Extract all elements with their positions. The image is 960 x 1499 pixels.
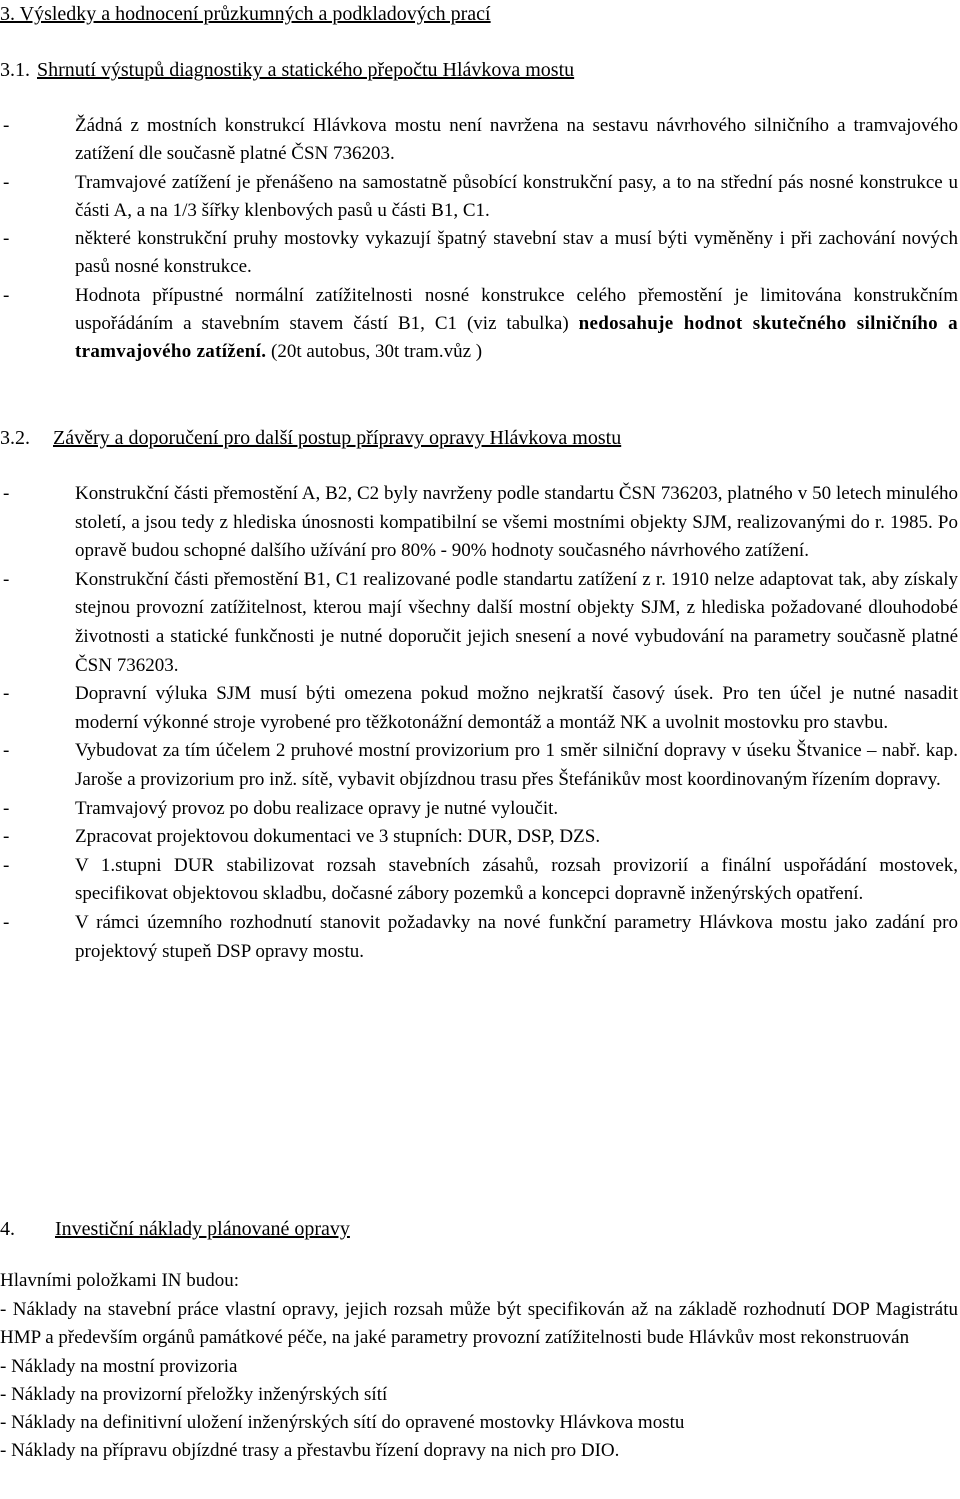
list-item: - Náklady na provizorní přeložky inženýrských sítí	[0, 1383, 388, 1405]
bullet-dash: -	[3, 740, 10, 762]
list-item-text: některé konstrukční pruhy mostovky vykazují špatný stavební stav a musí býti vyměněny i při zachování nových pasů nosné konstrukce.	[75, 228, 958, 278]
section-3-1-number: 3.1.	[0, 59, 30, 81]
list-item-text: Žádná z mostních konstrukcí Hlávkova mostu není navržena na sestavu návrhového silničního a tramvajového zatížení dle současně platné ČSN 736203.	[75, 115, 958, 165]
list-item-text: Vybudovat za tím účelem 2 pruhové mostní provizorium pro 1 směr silniční dopravy v úseku Štvanice – nabř. kap. Jaroše a provizorium pro inž. sítě, vybavit objízdnou trasu přes Štefánikův most koordinovaným řízením dopravy.	[75, 740, 958, 790]
list-item-text: V 1.stupni DUR stabilizovat rozsah stavebních zásahů, rozsah provizorií a finální uspořádání mostovek, specifikovat objektovou skladbu, dočasné zábory pozemků a koncepci dopravně inženýrských opatření.	[75, 854, 958, 905]
list-item	[0, 112, 958, 169]
bullet-dash: -	[3, 854, 10, 876]
list-item-text: Tramvajový provoz po dobu realizace opravy je nutné vyloučit.	[75, 797, 559, 819]
list-item	[0, 909, 958, 966]
section-4-heading	[0, 1215, 350, 1244]
bullet-dash: -	[3, 284, 10, 306]
bullet-dash: -	[3, 797, 10, 819]
section-3-2-title: Závěry a doporučení pro další postup přípravy opravy Hlávkova mostu	[53, 427, 622, 449]
list-item	[0, 680, 958, 737]
section-4-lead: Hlavními položkami IN budou:	[0, 1270, 240, 1291]
bullet-dash: -	[3, 911, 10, 933]
list-item-text: Tramvajové zatížení je přenášeno na samostatně působící konstrukční pasy, a to na střední pás nosné konstrukce u části A, a na 1/3 šířky klenbových pasů u části B1, C1.	[75, 171, 958, 221]
bullet-dash: -	[3, 683, 10, 705]
bullet-dash: -	[3, 171, 10, 193]
section-3-1-heading	[0, 56, 574, 85]
section-4-title: Investiční náklady plánované opravy	[55, 1218, 350, 1240]
section-3-2-number: 3.2.	[0, 427, 30, 449]
bullet-dash: -	[3, 483, 10, 504]
list-item	[0, 480, 958, 566]
cost-items-list	[0, 1296, 958, 1466]
list-item-text: V rámci územního rozhodnutí stanovit požadavky na nové funkční parametry Hlávkova mostu jako zadání pro projektový stupeň DSP opravy mostu.	[75, 911, 958, 962]
list-item-bold-text: nedosahuje hodnot skutečného silničního a tramvajového zatížení.	[75, 313, 958, 363]
list-item: - Náklady na stavební práce vlastní opravy, jejich rozsah může být specifikován až na základě rozhodnutí DOP Magistrátu HMP a především orgánů památkové péče, na jaké parametry provozní zatížitelnosti bude Hlávkův most rekonstruován	[0, 1299, 958, 1349]
section-3-heading	[0, 0, 491, 29]
list-item-text: Hodnota přípustné normální zatížitelnosti nosné konstrukce celého přemostění je limitována konstrukčním uspořádáním a stavebním stavem částí B1, C1 (viz tabulka)	[75, 284, 958, 335]
section-4-number: 4.	[0, 1218, 15, 1240]
list-item	[0, 169, 958, 226]
section-3-title: 3. Výsledky a hodnocení průzkumných a podkladových prací	[0, 3, 491, 25]
list-item	[0, 566, 958, 680]
bullet-dash: -	[3, 228, 10, 250]
list-item	[0, 225, 958, 282]
section-3-2-heading	[0, 424, 621, 453]
list-item	[0, 737, 958, 794]
list-item-text: Konstrukční části přemostění B1, C1 realizované podle standartu zatížení z r. 1910 nelze adaptovat tak, aby získaly stejnou provozní zatížitelnost, kterou mají všechny další mostní objekty SJM, z hlediska požadované dlouhodobé životnosti a statické funkčnosti je nutné doporučit jejich snesení a nové vybudování na parametry současně platné ČSN 736203.	[75, 568, 958, 676]
list-item	[0, 795, 958, 824]
recommendations-list	[0, 480, 958, 966]
summary-list	[0, 112, 958, 367]
section-3-1-title: Shrnutí výstupů diagnostiky a statického přepočtu Hlávkova mostu	[37, 59, 575, 81]
list-item-text: Zpracovat projektovou dokumentaci ve 3 stupních: DUR, DSP, DZS.	[75, 826, 601, 848]
bullet-dash: -	[3, 826, 10, 848]
list-item-tail-text: (20t autobus, 30t tram.vůz )	[271, 341, 483, 363]
list-item: - Náklady na přípravu objízdné trasy a přestavbu řízení dopravy na nich pro DIO.	[0, 1440, 620, 1462]
list-item: - Náklady na mostní provizoria	[0, 1355, 238, 1377]
list-item	[0, 823, 958, 852]
list-item-text: Konstrukční části přemostění A, B2, C2 byly navrženy podle standartu ČSN 736203, platného v 50 letech minulého století, a jsou tedy z hlediska únosnosti kompatibilní se všemi mostními objekty SJM, realizovanými do r. 1985. Po opravě budou schopné dalšího užívání pro 80% - 90% hodnoty současného návrhového zatížení.	[75, 483, 958, 562]
list-item: - Náklady na definitivní uložení inženýrských sítí do opravené mostovky Hlávkova mostu	[0, 1412, 685, 1434]
list-item	[0, 852, 958, 909]
list-item-text: Dopravní výluka SJM musí býti omezena pokud možno nejkratší časový úsek. Pro ten účel je nutné nasadit moderní výkonné stroje vyrobené pro těžkotonážní demontáž a montáž NK a uvolnit mostovku pro stavbu.	[75, 683, 958, 733]
bullet-dash: -	[3, 568, 10, 590]
list-item	[0, 282, 958, 367]
bullet-dash: -	[3, 115, 10, 136]
